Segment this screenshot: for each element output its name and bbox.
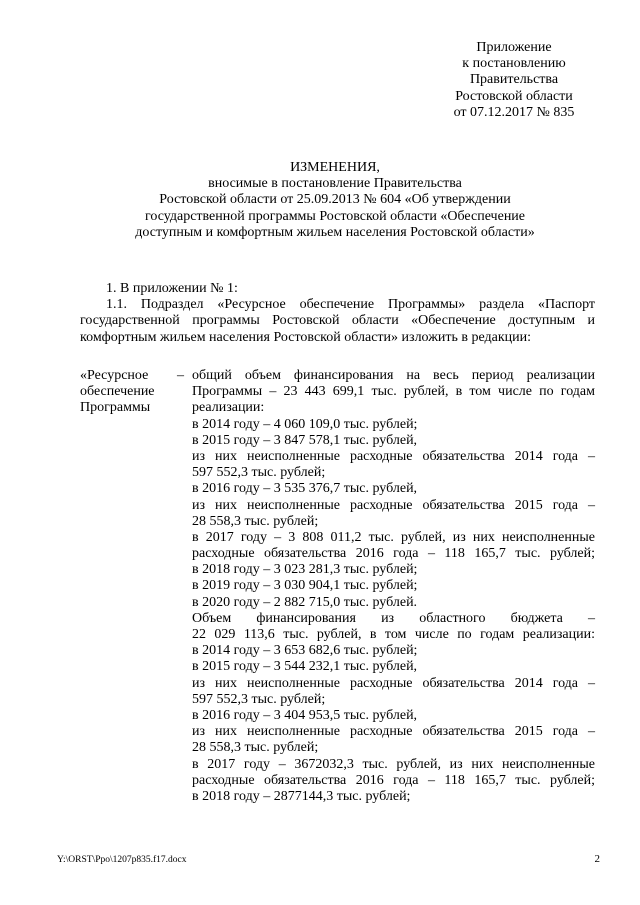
content-line: реализации: xyxy=(192,400,265,416)
content-line: 28 558,3 тыс. рублей; xyxy=(192,740,319,756)
content-line: 597 552,3 тыс. рублей; xyxy=(192,691,326,707)
appendix-line: Приложение xyxy=(476,40,552,55)
content-line: из них неисполненные расходные обязательства 2015 года – xyxy=(192,724,595,740)
content-line: в 2014 году – 3 653 682,6 тыс. рублей; xyxy=(192,643,418,659)
content-line: в 2018 году – 3 023 281,3 тыс. рублей; xyxy=(192,562,418,578)
content-line: в 2015 году – 3 544 232,1 тыс. рублей, xyxy=(192,659,418,675)
section-heading: 1. В приложении № 1: xyxy=(106,281,238,296)
document-title-block xyxy=(80,160,590,241)
content-line: Объем финансирования из областного бюджета – xyxy=(192,610,595,626)
appendix-line: от 07.12.2017 № 835 xyxy=(453,104,575,120)
content-line: 28 558,3 тыс. рублей; xyxy=(192,513,319,529)
content-line: в 2017 году – 3672032,3 тыс. рублей, из них неисполненные xyxy=(192,756,595,772)
section-paragraph-line: государственной программы Ростовской области «Обеспечение доступным и xyxy=(80,313,595,329)
content-line: в 2018 году – 2877144,3 тыс. рублей; xyxy=(192,788,411,804)
appendix-line: Ростовской области xyxy=(455,88,573,104)
content-line: из них неисполненные расходные обязательства 2014 года – xyxy=(192,675,595,691)
content-line: в 2016 году – 3 535 376,7 тыс. рублей, xyxy=(192,481,418,497)
label-line: обеспечение xyxy=(80,384,155,400)
content-line: в 2015 году – 3 847 578,1 тыс. рублей, xyxy=(192,432,418,448)
content-line: в 2014 году – 4 060 109,0 тыс. рублей; xyxy=(192,416,418,432)
document-subtitle-line: доступным и комфортным жильем населения Ростовской области» xyxy=(135,224,535,240)
dash-separator: – xyxy=(177,368,184,383)
content-line: в 2016 году – 3 404 953,5 тыс. рублей, xyxy=(192,707,418,723)
content-line: в 2020 году – 2 882 715,0 тыс. рублей. xyxy=(192,594,418,610)
document-subtitle-line: государственной программы Ростовской области «Обеспечение xyxy=(144,208,526,224)
document-subtitle-line: вносимые в постановление Правительства xyxy=(208,176,462,192)
content-line: расходные обязательства 2016 года – 118 165,7 тыс. рублей; xyxy=(192,546,595,562)
document-body xyxy=(80,281,595,346)
content-line: в 2019 году – 3 030 904,1 тыс. рублей; xyxy=(192,578,418,594)
appendix-header xyxy=(420,40,608,121)
content-line: из них неисполненные расходные обязательства 2015 года – xyxy=(192,497,595,513)
page-number: 2 xyxy=(594,853,600,865)
document-subtitle-line: Ростовской области от 25.09.2013 № 604 «Об утверждении xyxy=(159,192,511,208)
label-line: Программы xyxy=(80,400,151,416)
footer-file-path: Y:\ORST\Ppo\1207p835.f17.docx xyxy=(57,855,187,865)
resource-content xyxy=(192,368,595,805)
content-line: из них неисполненные расходные обязательства 2014 года – xyxy=(192,448,595,464)
content-line: в 2017 году – 3 808 011,2 тыс. рублей, из них неисполненные xyxy=(192,529,595,545)
resource-label xyxy=(80,368,170,417)
document-title: ИЗМЕНЕНИЯ, xyxy=(290,160,380,175)
appendix-line: Правительства xyxy=(469,72,559,88)
content-line: Программы – 23 443 699,1 тыс. рублей, в том числе по годам xyxy=(192,384,595,400)
section-paragraph-line: комфортным жильем населения Ростовской области» изложить в редакции: xyxy=(80,329,532,345)
section-paragraph-line: 1.1. Подраздел «Ресурсное обеспечение Программы» раздела «Паспорт xyxy=(106,297,595,313)
appendix-line: к постановлению xyxy=(462,56,566,72)
content-line: 22 029 113,6 тыс. рублей, в том числе по годам реализации: xyxy=(192,627,595,642)
content-line: 597 552,3 тыс. рублей; xyxy=(192,465,326,481)
content-line: общий объем финансирования на весь период реализации xyxy=(192,368,595,383)
label-line: «Ресурсное xyxy=(80,368,149,383)
content-line: расходные обязательства 2016 года – 118 165,7 тыс. рублей; xyxy=(192,772,595,788)
